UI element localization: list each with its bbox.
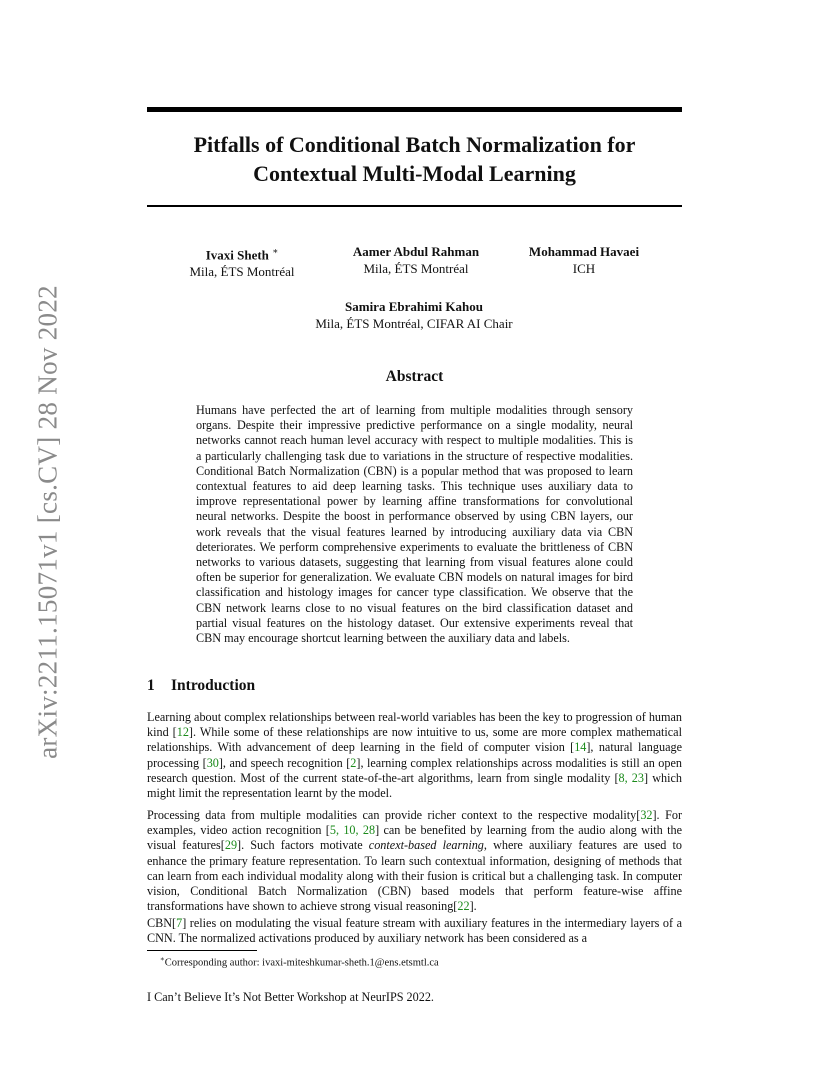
author-name: Mohammad Havaei (528, 244, 640, 259)
citation-link[interactable]: 8, 23 (618, 770, 644, 785)
author-affiliation: ICH (572, 261, 596, 276)
body-paragraph: Processing data from multiple modalities can provide richer context to the respective modality[32]. For examples, video action recognition [5, 10, 28] can be benefited by learning from the audio along with the visual features[29]. Such factors motivate context-based learning, where auxiliary features are used to enhance the primary feature representation. To learn such contextual information, designing of methods that can learn from each individual modality along with their fusion is critical but a challenging task. In computer vision, Conditional Batch Normalization (CBN) based models that perform feature-wise affine transformations have shown to achieve strong visual reasoning[22]. (147, 808, 682, 914)
citation-link[interactable]: 32 (640, 808, 653, 822)
paper-title (147, 130, 682, 188)
footnote-mark: ∗ (160, 955, 165, 963)
citation-link[interactable]: 22 (457, 899, 470, 914)
abstract-heading: Abstract (385, 368, 444, 385)
title-line: Pitfalls of Conditional Batch Normalization for (193, 132, 636, 157)
workshop-note: I Can’t Believe It’s Not Better Workshop at NeurIPS 2022. (147, 990, 434, 1004)
title-rule-bottom (147, 205, 682, 207)
title-line: Contextual Multi-Modal Learning (253, 161, 576, 186)
author-affiliation: Mila, ÉTS Montréal, CIFAR AI Chair (315, 316, 513, 331)
emphasized-term: context-based learning (368, 838, 484, 853)
section-heading (147, 677, 255, 695)
citation-link[interactable]: 2 (350, 755, 357, 770)
author-name: Aamer Abdul Rahman (352, 244, 480, 259)
author-name: Ivaxi Sheth ∗ (205, 246, 279, 263)
footnote-rule (147, 950, 257, 951)
author-affiliation: Mila, ÉTS Montréal (363, 261, 469, 276)
abstract-text: Humans have perfected the art of learning from multiple modalities through sensory organs. Despite their impressive predictive performance on a single modality, neural networks cannot reach human level accuracy with respect to multiple modalities. This is a particularly challenging task due to variations in the structure of respective modalities. Conditional Batch Normalization (CBN) is a popular method that was proposed to learn contextual features to aid deep learning tasks. This technique uses auxiliary data to improve representational power by learning affine transformations for convolutional neural networks. Despite the boost in performance observed by using CBN layers, our work reveals that the visual features learned by introducing auxiliary data via CBN deteriorates. We perform comprehensive experiments to evaluate the brittleness of CBN networks to various datasets, suggesting that learning from visual features alone could often be superior for generalization. We evaluate CBN models on natural images for bird classification and histology images for cancer type classification. We observe that the CBN network learns close to no visual features on the bird classification dataset and partial visual features on the histology dataset. Our extensive experiments reveal that CBN may encourage shortcut learning between the auxiliary data and labels. (196, 403, 633, 646)
footnote: ∗Corresponding author: ivaxi-miteshkumar-sheth.1@ens.etsmtl.ca (160, 955, 439, 969)
author-footnote-mark: ∗ (272, 246, 279, 256)
arxiv-identifier: arXiv:2211.15071v1 [cs.CV] 28 Nov 2022 (32, 285, 63, 759)
citation-link[interactable]: 29 (224, 838, 238, 853)
citation-link[interactable]: 12 (176, 725, 189, 740)
author-block (514, 243, 654, 277)
citation-link[interactable]: 14 (574, 740, 587, 755)
body-paragraph: Learning about complex relationships between real-world variables has been the key to progression of human kind [12]. While some of these relationships are now intuitive to us, some are more complex mathematical relationships. With advancement of deep learning in the field of computer vision [14], natural language processing [30], and speech recognition [2], learning complex relationships across modalities is still an open research question. Most of the current state-of-the-art algorithms, learn from single modality [8, 23] which might limit the representation learnt by the model. (147, 710, 682, 801)
citation-link[interactable]: 5, 10, 28 (329, 823, 376, 838)
title-rule-top (147, 107, 682, 112)
section-number: 1 (147, 677, 155, 694)
author-block (264, 298, 564, 332)
section-title: Introduction (171, 677, 256, 694)
author-block (331, 243, 501, 277)
citation-link[interactable]: 30 (206, 755, 219, 770)
author-name: Samira Ebrahimi Kahou (345, 299, 483, 314)
author-block (167, 243, 317, 280)
body-paragraph: CBN[7] relies on modulating the visual feature stream with auxiliary features in the intermediary layers of a CNN. The normalized activations produced by auxiliary network has been considered as a (147, 916, 682, 946)
author-affiliation: Mila, ÉTS Montréal (189, 264, 295, 280)
citation-link[interactable]: 7 (176, 916, 183, 930)
